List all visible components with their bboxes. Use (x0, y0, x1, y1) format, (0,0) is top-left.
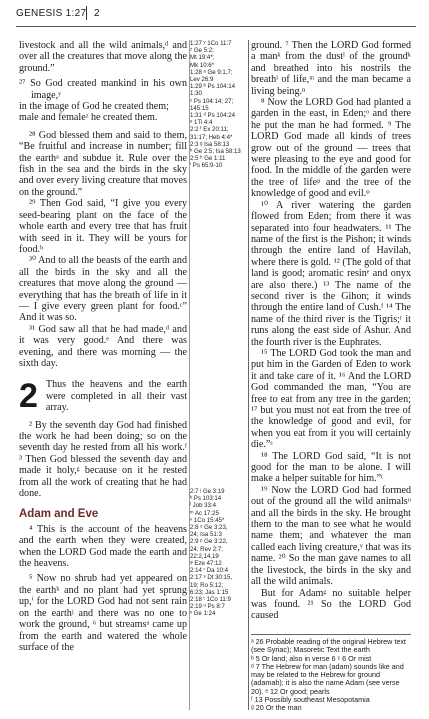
cross-reference: ᵠ Eze 47:12 (190, 560, 222, 568)
cross-reference: 1:31 ᵈ Ps 104:24 (190, 112, 235, 120)
verse-paragraph: ¹⁸ The LORD God said, “It is not good for the man to be alone. I will make a helper suitable for him.”ᵗ (251, 450, 411, 485)
cross-reference: ˡ Job 33:4 (190, 502, 217, 510)
cross-reference-column-bottom (190, 488, 248, 618)
page-number: 2 (94, 8, 100, 19)
header-reference: GENESIS 1:27 (16, 8, 87, 19)
cross-reference: 1:27 ʸ 1Co 11:7 (190, 40, 232, 47)
header-separator (86, 6, 87, 20)
section-heading: Adam and Eve (19, 508, 99, 521)
cross-reference: ᵏ Ps 103:14 (190, 495, 222, 503)
cross-reference: 2:17 ˢ Dt 30:15, (190, 574, 233, 582)
left-text-column (19, 40, 187, 653)
cross-reference: 24; Rev 2:7; (190, 545, 223, 553)
cross-reference: ʰ Ge 2:5; Isa 58:13 (190, 148, 241, 156)
column-divider (248, 40, 249, 710)
verse-paragraph: But for Adamᵍ no suitable helper was found. ²¹ So the LORD God caused (251, 587, 411, 622)
footnotes (251, 638, 411, 713)
footnote: ᵃ 26 Probable reading of the original Hebrew text (see Syriac); Masoretic Text the earth (251, 637, 406, 655)
verse-paragraph: ⁵ Now no shrub had yet appeared on the earthʰ and no plant had yet sprung up,ⁱ for the LORD God had not sent rain on the earthʲ and there was no one to work the ground, ⁶ but streamsᵃ came up from the earth and watered the whole surface of the (19, 573, 187, 653)
verse-paragraph: ²⁹ Then God said, “I give you every seed-bearing plant on the face of the whole earth and every tree that has fruit with seed in it. They will be yours for food.ᵇ (19, 198, 187, 255)
footnote: ᵍ 20 Or the man (251, 703, 302, 713)
verse-paragraph: ¹⁵ The LORD God took the man and put him in the Garden of Eden to work it and take care of it. ¹⁶ And the LORD God commanded the man, “You are free to eat from any tree in the garden; ¹⁷ but you must not eat from the tree of the knowledge of good and evil, for when you eat from it you will certainly die.”ˢ (251, 347, 411, 451)
cross-reference: 2:2 ᶠ Ex 20:11; (190, 126, 229, 134)
verse-paragraph: ²⁸ God blessed them and said to them, “Be fruitful and increase in number; fill the earthᵃ and subdue it. Rule over the fish in the sea and the birds in the sky and over every living creature that moves on the ground.” (19, 129, 187, 198)
footnote: ᵇ 5 Or land; also in verse 6 ᶜ 6 Or mist (251, 653, 372, 663)
cross-reference: 1:28 ᵃ Ge 9:1,7; (190, 68, 233, 76)
verse-paragraph: ³⁰ And to all the beasts of the earth and all the birds in the sky and all the creatures that move along the ground — everything that has the breath of life in it — I give every green plant for food.ᶜ” And it was so. (19, 255, 187, 324)
cross-reference: 6:23; Jas 1:15 (190, 588, 229, 596)
cross-reference: Mk 10:6* (190, 61, 215, 69)
footnote: ᵈ 7 The Hebrew for man (adam) sounds like and may be related to the Hebrew for ground (adamah); it is also the name Adam (see verse 20). ᵉ 12 Or good; pearls (251, 661, 404, 696)
cross-reference: 22:2,14,19 (190, 552, 219, 560)
cross-reference: Lev 26:9 (190, 76, 214, 84)
cross-reference: ᶻ Ge 5:2; (190, 47, 214, 55)
cross-reference: 145:15 (190, 104, 209, 112)
footnote-rule (251, 634, 411, 635)
poem-line: male and femaleᶻ he created them. (19, 112, 158, 124)
verse-paragraph: ⁴ This is the account of the heavens and the earth when they were created, when the LORD God made the earth and the heavens. (19, 523, 187, 570)
header-rule (16, 26, 416, 27)
poem-line: in the image of God he created them; (19, 101, 169, 113)
footnote: ᶠ 13 Possibly southeast Mesopotamia (251, 695, 370, 705)
right-text-column (251, 40, 411, 622)
verse-paragraph: ⁸ Now the LORD God had planted a garden in the east, in Eden;ᵒ and there he put the man he had formed. ⁹ The LORD God made all kinds of trees grow out of the ground — trees that were pleasing to the eye and good for food. In the middle of the garden were the tree of lifeᵖ and the tree of the knowledge of good and evil.ᵠ (251, 97, 411, 200)
cross-reference: 2:18 ᵗ 1Co 11:9 (190, 596, 231, 604)
cross-reference: 2:14 ʳ Da 10:4 (190, 567, 229, 575)
verse-paragraph: ² By the seventh day God had finished the work he had been doing; so on the seventh day he rested from all his work.ᶠ ³ Then God blessed the seventh day and made it holy,ᵍ because on it he rested from all the work of creating that he had done. (19, 419, 187, 500)
chapter-number: 2 (19, 377, 38, 416)
cross-reference: 19; Ro 5:12; (190, 581, 224, 589)
cross-reference: 1:30 (190, 90, 202, 98)
cross-reference: 2:3 ᵍ Isa 58:13 (190, 140, 230, 148)
verse-paragraph: ³¹ God saw all that he had made,ᵈ and it was very good.ᵉ And there was evening, and there was morning — the sixth day. (19, 323, 187, 369)
poem-line: ²⁷ So God created mankind in his own image,ʸ (19, 78, 187, 101)
verse-paragraph: ¹⁰ A river watering the garden flowed from Eden; from there it was separated into four headwaters. ¹¹ The name of the first is the Pishon; it winds through the entire land of Havilah, where there is gold. ¹² (The gold of that land is good; aromatic resinᵉ and onyx are also there.) ¹³ The name of the second river is the Gihon; it winds through the entire land of Cush.ᶠ ¹⁴ The name of the third river is the Tigris;ʳ it runs along the east side of Ashur. And the fourth river is the Euphrates. (251, 199, 411, 348)
cross-reference: 1:29 ᵇ Ps 104:14 (190, 83, 235, 91)
chapter-start (19, 377, 187, 416)
running-header (16, 6, 416, 22)
verse-paragraph: Thus the heavens and the earth were completed in all their vast array. (45, 379, 187, 414)
cross-reference: 2:9 ᵖ Ge 3:22, (190, 538, 228, 546)
cross-reference: ᶜ Ps 104:14; 27; (190, 97, 234, 105)
cross-reference: 31:17; Heb 4:4* (190, 133, 233, 141)
cross-reference: 2:19 ᵘ Ps 8:7 (190, 603, 225, 611)
cross-reference: 2:8 ᵒ Ge 3:23, (190, 524, 228, 532)
cross-reference: 2:5 ʰ Ge 1:11 (190, 155, 226, 163)
cross-reference: ᵉ 1Ti 4:4 (190, 119, 213, 127)
cross-reference: ᵐ Ac 17:25 (190, 509, 219, 517)
verse-paragraph: ¹⁹ Now the LORD God had formed out of the ground all the wild animalsᵘ and all the birds in the sky. He brought them to the man to see what he would name them; and whatever the man called each living creature,ᵛ that was its name. ²⁰ So the man gave names to all the livestock, the birds in the sky and all the wild animals. (251, 484, 411, 588)
verse-paragraph: ground. ⁷ Then the LORD God formed a manᵏ from the dustˡ of the groundᵏ and breathed into his nostrils the breathˡ of life,ᵐ and the man became a living being.ⁿ (251, 40, 411, 97)
poem-block (19, 78, 187, 124)
cross-reference: ᵛ Ge 1:24 (190, 610, 216, 618)
cross-reference: ⁿ 1Co 15:45* (190, 516, 225, 524)
cross-reference-column-top (190, 40, 248, 170)
verse-paragraph: livestock and all the wild animals,ᵈ and over all the creatures that move along the ground.” (19, 40, 187, 74)
cross-reference: 24; Isa 51:3 (190, 531, 222, 539)
cross-reference: Mt 19:4*; (190, 54, 215, 62)
cross-reference: 2:7 ʲ Ge 3:19 (190, 488, 225, 495)
cross-reference: ⁱ Ps 65:9-10 (190, 162, 223, 170)
